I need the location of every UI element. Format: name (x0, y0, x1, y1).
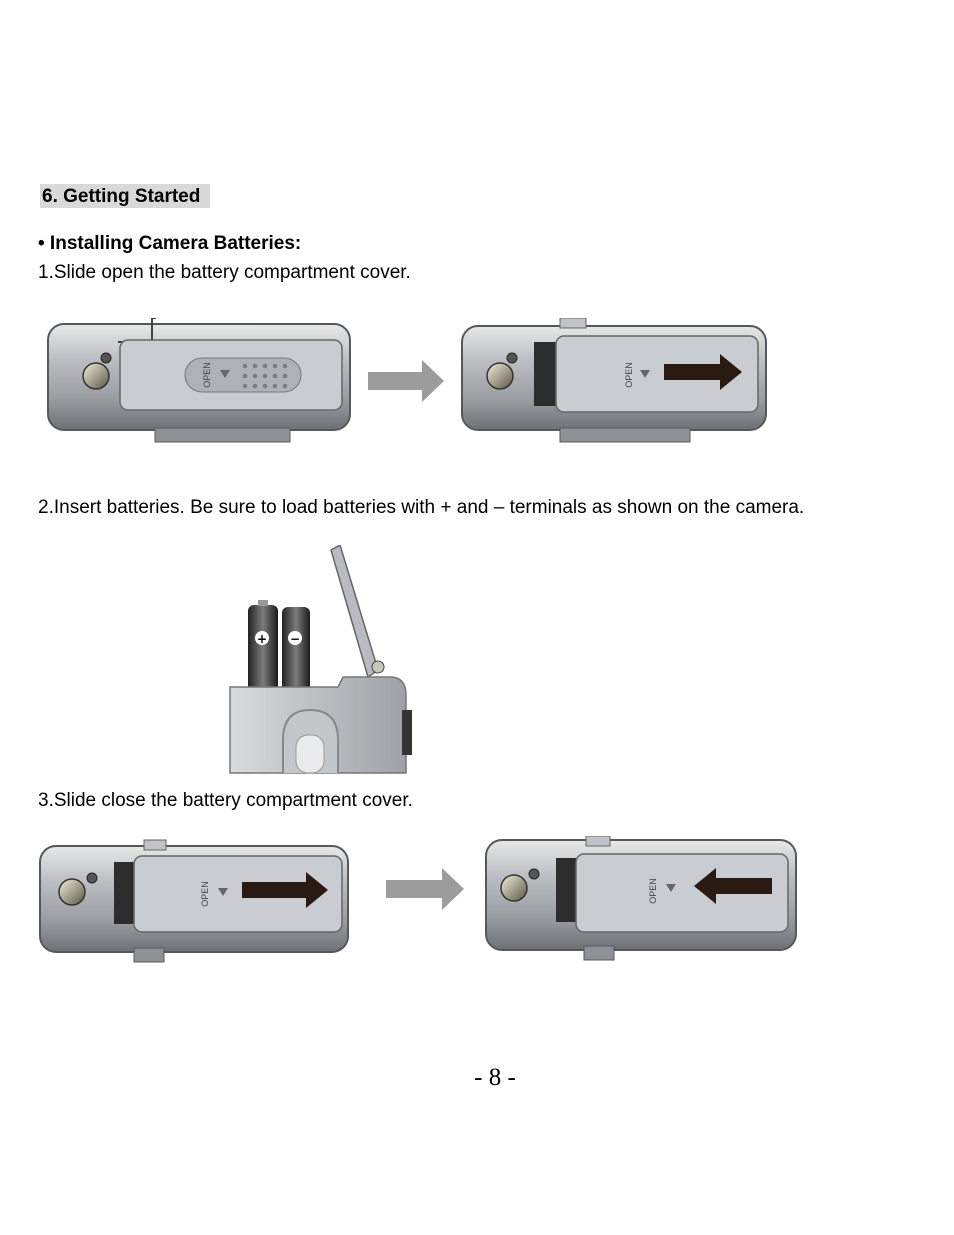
page-number: - 8 - (474, 1064, 516, 1091)
plus-terminal-label: + (256, 632, 268, 646)
minus-terminal-label: − (289, 632, 301, 646)
step-3-figure (36, 836, 806, 966)
camera-sliding-illustration (40, 840, 348, 962)
camera-closed-illustration (48, 318, 350, 442)
step-2-figure (228, 545, 413, 775)
next-arrow-icon (368, 360, 444, 402)
step-1-figure (40, 318, 790, 448)
open-label-1: OPEN (202, 362, 212, 388)
battery-plus (248, 600, 278, 695)
camera-opening-illustration (462, 318, 766, 442)
subheading: • Installing Camera Batteries: (38, 233, 302, 254)
step-1-text: 1.Slide open the battery compartment cover. (38, 262, 411, 283)
open-label-4: OPEN (648, 878, 658, 904)
camera-closing-illustration (486, 836, 796, 960)
step-3-text: 3.Slide close the battery compartment cover. (38, 790, 413, 811)
section-title: 6. Getting Started (40, 184, 210, 208)
open-label-2: OPEN (624, 362, 634, 388)
next-arrow-icon (386, 868, 464, 910)
open-label-3: OPEN (200, 881, 210, 907)
battery-minus (282, 607, 310, 695)
step-2-text: 2.Insert batteries. Be sure to load batteries with + and – terminals as shown on the camera. (38, 497, 805, 518)
